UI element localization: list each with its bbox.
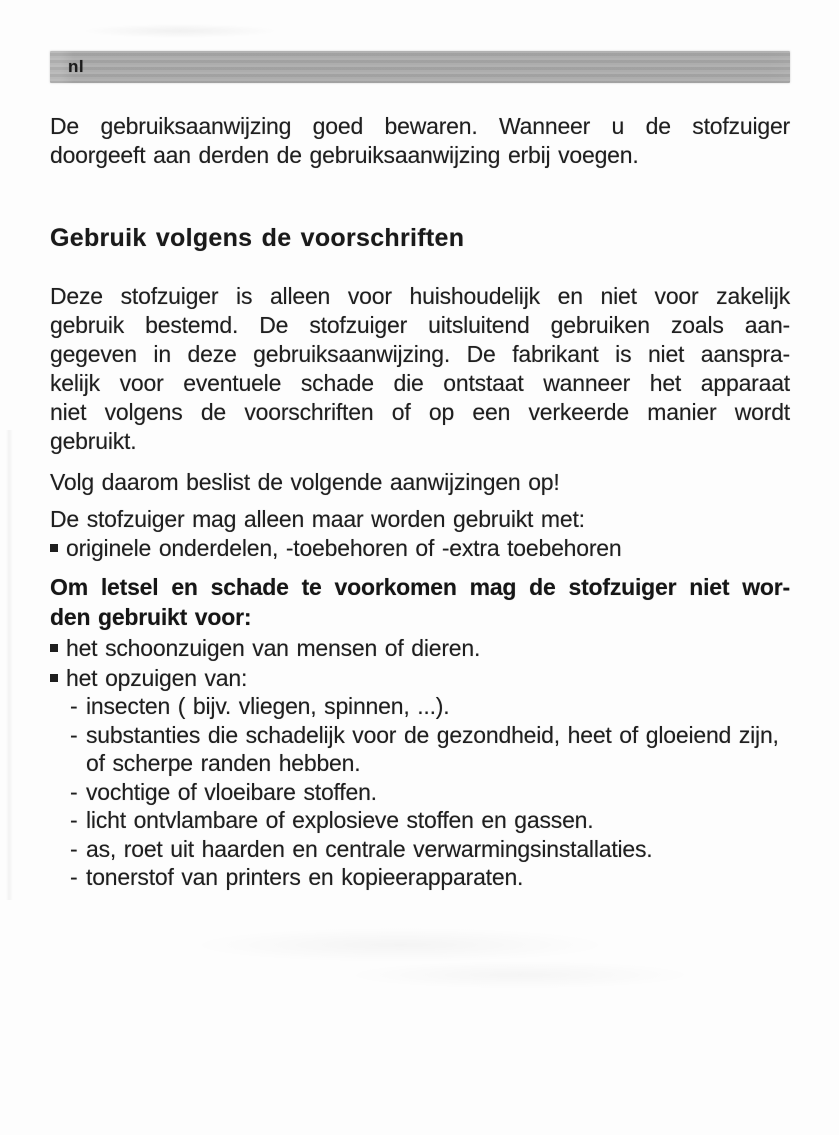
heading-line: Om letsel en schade te voorkomen mag de stofzuiger niet wor- xyxy=(50,574,790,600)
dash-bullet: - xyxy=(70,864,78,890)
forbidden-heading xyxy=(50,572,790,632)
list-item-text: tonerstof van printers en kopieerapparaten. xyxy=(86,864,524,890)
list-item xyxy=(70,806,790,835)
paragraph-line: doorgeeft aan derden de gebruiksaanwijzing erbij voegen. xyxy=(50,142,639,168)
list-item xyxy=(70,863,790,892)
square-bullet-icon xyxy=(50,664,66,693)
list-item xyxy=(70,778,790,807)
paragraph-line: gebruikt. xyxy=(50,428,137,454)
list-item-text: het schoonzuigen van mensen of dieren. xyxy=(66,635,481,661)
dash-bullet: - xyxy=(70,835,78,862)
list-item-text: licht ontvlambare of explosieve stoffen en gassen. xyxy=(86,807,594,833)
list-item-text: as, roet uit haarden en centrale verwarmingsinstallaties. xyxy=(86,835,653,862)
allowed-intro: De stofzuiger mag alleen maar worden gebruikt met: xyxy=(50,506,585,532)
dash-bullet: - xyxy=(70,693,78,719)
dash-bullet: - xyxy=(70,807,78,833)
forbidden-sub-list xyxy=(50,692,790,892)
paragraph-line: gebruik bestemd. De stofzuiger uitsluitend gebruiken zoals aan- xyxy=(50,312,790,338)
paragraph-line: niet volgens de voorschriften of op een verkeerde manier wordt xyxy=(50,399,790,425)
list-item-text: originele onderdelen, -toebehoren of -extra toebehoren xyxy=(66,535,622,561)
list-item-text: vochtige of vloeibare stoffen. xyxy=(86,778,377,805)
forbidden-bullet-list xyxy=(50,634,790,694)
list-item xyxy=(70,721,790,778)
paragraph-line: gegeven in deze gebruiksaanwijzing. De fabrikant is niet aanspra- xyxy=(50,341,790,367)
intro-paragraph xyxy=(50,112,790,170)
dash-bullet: - xyxy=(70,721,78,748)
dash-bullet: - xyxy=(70,778,78,805)
list-item-text: insecten ( bijv. vliegen, spinnen, ...). xyxy=(86,693,450,719)
list-item-text: substanties die schadelijk voor de gezondheid, heet of gloeiend zijn, of scherpe randen hebben. xyxy=(86,721,779,776)
usage-paragraph xyxy=(50,282,790,456)
paragraph-line: kelijk voor eventuele schade die ontstaat wanneer het apparaat xyxy=(50,370,790,396)
square-bullet-icon xyxy=(50,534,66,563)
language-tab-bar xyxy=(50,51,790,83)
list-item xyxy=(50,634,790,663)
list-item xyxy=(50,664,790,693)
list-item xyxy=(70,835,790,864)
section-heading: Gebruik volgens de voorschriften xyxy=(50,224,465,252)
square-bullet-icon xyxy=(50,634,66,663)
follow-note: Volg daarom beslist de volgende aanwijzingen op! xyxy=(50,469,560,495)
heading-line: den gebruikt voor: xyxy=(50,604,252,630)
paragraph-line: De gebruiksaanwijzing goed bewaren. Wanneer u de stofzuiger xyxy=(50,113,790,139)
list-item xyxy=(70,692,790,721)
language-tag: nl xyxy=(68,57,85,76)
list-item-text: het opzuigen van: xyxy=(66,665,248,691)
paragraph-line: Deze stofzuiger is alleen voor huishoudelijk en niet voor zakelijk xyxy=(50,283,790,309)
allowed-usage xyxy=(50,505,790,564)
list-item xyxy=(50,534,790,563)
